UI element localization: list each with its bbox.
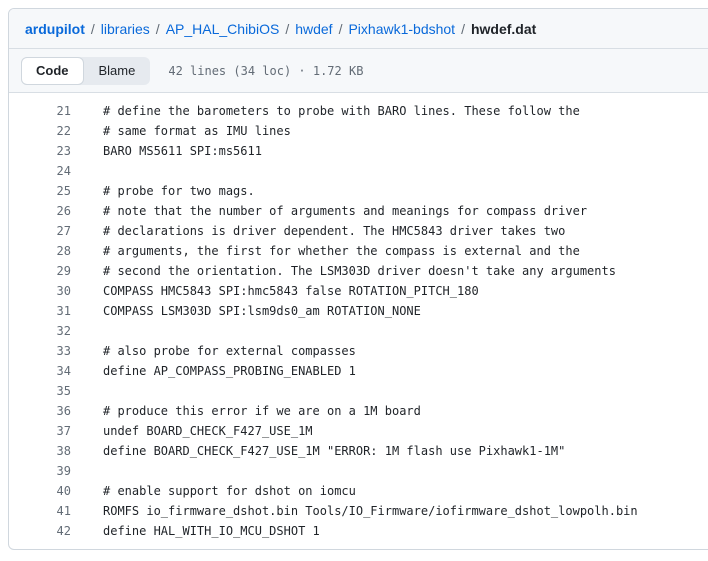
line-number[interactable]: 39: [56, 464, 71, 478]
line-content: # probe for two mags.: [103, 184, 255, 198]
line-number[interactable]: 28: [56, 244, 71, 258]
line-content: # second the orientation. The LSM303D driver doesn't take any arguments: [103, 264, 616, 278]
line-number[interactable]: 31: [56, 304, 71, 318]
line-content: # enable support for dshot on iomcu: [103, 484, 356, 498]
line-number[interactable]: 24: [56, 164, 71, 178]
code-line: [9, 501, 708, 521]
line-content: [71, 381, 103, 401]
line-content: COMPASS LSM303D SPI:lsm9ds0_am ROTATION_NONE: [103, 304, 421, 318]
line-content: # same format as IMU lines: [103, 124, 291, 138]
line-number[interactable]: 26: [56, 204, 71, 218]
code-line: [9, 101, 708, 121]
line-content: undef BOARD_CHECK_F427_USE_1M: [103, 424, 313, 438]
code-line: [9, 241, 708, 261]
code-line: [9, 161, 708, 181]
code-line: [9, 201, 708, 221]
file-view-card: [8, 8, 708, 550]
code-line: [9, 321, 708, 341]
line-content: # arguments, the first for whether the compass is external and the: [103, 244, 580, 258]
line-content: define BOARD_CHECK_F427_USE_1M "ERROR: 1M flash use Pixhawk1-1M": [103, 444, 566, 458]
line-content: [71, 161, 103, 181]
code-line: [9, 341, 708, 361]
line-number[interactable]: 36: [56, 404, 71, 418]
code-line: [9, 181, 708, 201]
code-line: [9, 481, 708, 501]
breadcrumb-separator: /: [338, 20, 343, 37]
code-line: [9, 521, 708, 541]
code-area: [9, 93, 708, 541]
line-number[interactable]: 38: [56, 444, 71, 458]
breadcrumb-current-file: hwdef.dat: [470, 20, 537, 37]
code-line: [9, 141, 708, 161]
line-content: # define the barometers to probe with BARO lines. These follow the: [103, 104, 580, 118]
code-tab[interactable]: Code: [21, 57, 84, 85]
line-content: COMPASS HMC5843 SPI:hmc5843 false ROTATION_PITCH_180: [103, 284, 479, 298]
code-line: [9, 301, 708, 321]
line-content: # produce this error if we are on a 1M board: [103, 404, 421, 418]
breadcrumb-link-ardupilot[interactable]: ardupilot: [25, 20, 85, 37]
line-number[interactable]: 23: [56, 144, 71, 158]
line-number[interactable]: 41: [56, 504, 71, 518]
line-content: # note that the number of arguments and meanings for compass driver: [103, 204, 588, 218]
code-line: [9, 441, 708, 461]
code-line: [9, 221, 708, 241]
code-line: [9, 281, 708, 301]
file-meta: 42 lines (34 loc) · 1.72 KB: [168, 63, 364, 78]
line-number[interactable]: 25: [56, 184, 71, 198]
line-number[interactable]: 22: [56, 124, 71, 138]
breadcrumb-link-pixhawk1-bdshot[interactable]: Pixhawk1-bdshot: [348, 20, 456, 37]
code-blame-toggle: [21, 57, 150, 85]
line-number[interactable]: 34: [56, 364, 71, 378]
breadcrumb-separator: /: [155, 20, 160, 37]
breadcrumb-separator: /: [461, 20, 465, 37]
line-content: ROMFS io_firmware_dshot.bin Tools/IO_Firmware/iofirmware_dshot_lowpolh.bin: [103, 504, 638, 518]
breadcrumb-separator: /: [90, 20, 95, 37]
line-number[interactable]: 27: [56, 224, 71, 238]
line-number[interactable]: 32: [56, 324, 71, 338]
line-number[interactable]: 35: [56, 384, 71, 398]
breadcrumb-separator: /: [285, 20, 290, 37]
breadcrumb-link-hwdef[interactable]: hwdef: [295, 20, 333, 37]
breadcrumb-link-libraries[interactable]: libraries: [100, 20, 150, 37]
line-content: # also probe for external compasses: [103, 344, 356, 358]
code-line: [9, 121, 708, 141]
line-number[interactable]: 33: [56, 344, 71, 358]
line-content: [71, 461, 103, 481]
line-number[interactable]: 40: [56, 484, 71, 498]
code-line: [9, 421, 708, 441]
line-number[interactable]: 29: [56, 264, 71, 278]
line-number[interactable]: 37: [56, 424, 71, 438]
line-content: [71, 321, 103, 341]
breadcrumb-link-ap_hal_chibios[interactable]: AP_HAL_ChibiOS: [165, 20, 280, 37]
line-number[interactable]: 21: [56, 104, 71, 118]
code-line: [9, 381, 708, 401]
line-number[interactable]: 42: [56, 524, 71, 538]
line-content: BARO MS5611 SPI:ms5611: [103, 144, 262, 158]
breadcrumb: [9, 9, 708, 49]
line-number[interactable]: 30: [56, 284, 71, 298]
line-content: # declarations is driver dependent. The HMC5843 driver takes two: [103, 224, 566, 238]
code-line: [9, 361, 708, 381]
file-toolbar: [9, 49, 708, 93]
code-line: [9, 401, 708, 421]
line-content: define AP_COMPASS_PROBING_ENABLED 1: [103, 364, 356, 378]
code-line: [9, 261, 708, 281]
line-content: define HAL_WITH_IO_MCU_DSHOT 1: [103, 524, 320, 538]
code-line: [9, 461, 708, 481]
blame-tab[interactable]: Blame: [84, 57, 151, 85]
